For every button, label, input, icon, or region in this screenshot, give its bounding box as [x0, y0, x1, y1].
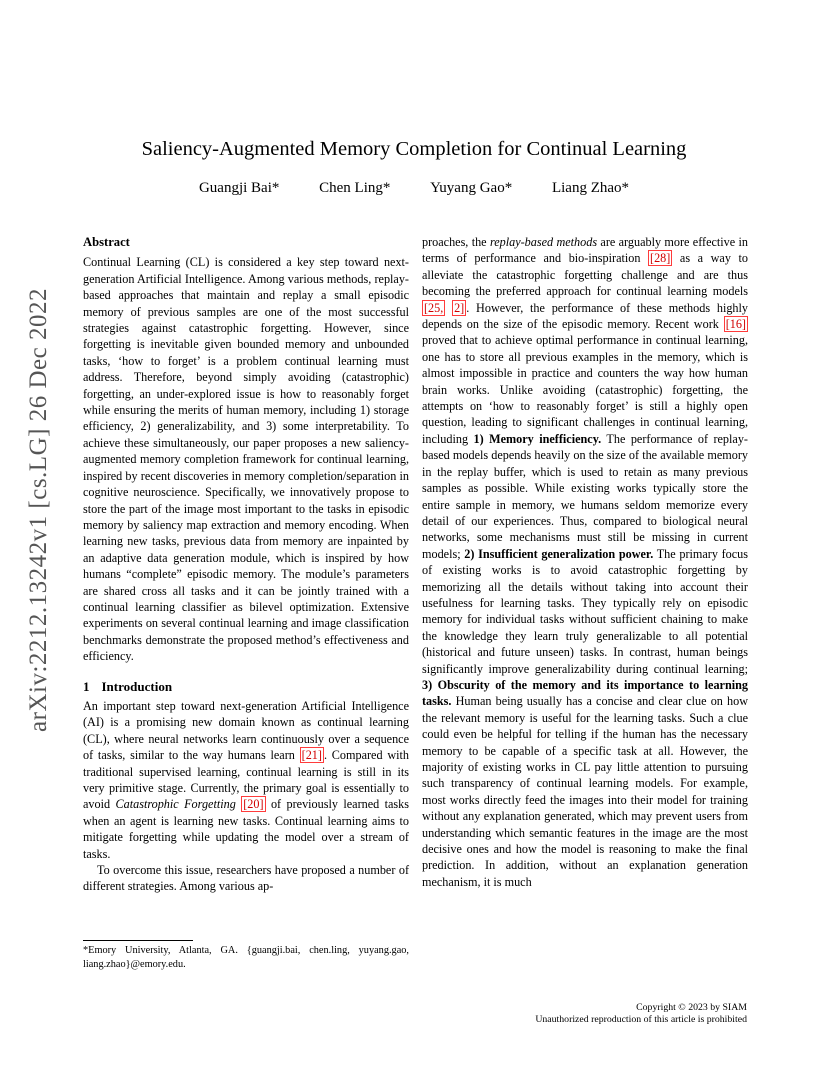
author-name: Chen Ling*	[319, 180, 391, 196]
paper-title: Saliency-Augmented Memory Completion for Continual Learning	[141, 138, 687, 160]
text-run: proved that to achieve optimal performance in continual learning, one has to store all previous examples in the memory, which is almost impossible in practice and counters the way how human brain works. Unlike avoiding (catastrophic) forgetting, the attempts on ‘how to reasonably forget’ is still a highly open question, leading to significant challenges in continual learning, including	[422, 333, 748, 446]
text-run: Human being usually has a concise and clear clue on how the relevant memory is useful for the learning tasks. Such a clue could even be helpful for telling if the human has the necessary memory to be capable of a specific task at all. However, the majority of existing works in CL pay little attention to pursuing such transparency of continual learning models. For example, most works directly feed the images into their model for training without any explanation generated, which may prevent users from understanding which semantic features in the image are the most decisive ones and how the model is reasoning to make the final prediction. In addition, without an explanation generation mechanism, it is much	[422, 694, 748, 889]
section-title: Introduction	[101, 678, 173, 694]
text-run: are arguably more effective in terms of performance and bio-inspiration	[422, 235, 749, 266]
citation-link[interactable]: [25,	[424, 300, 444, 315]
bold-text: 2) Insufficient generalization power.	[464, 546, 654, 561]
text-run: as a way to alleviate the catastrophic forgetting challenge and are thus becoming the preferred approach for continual learning models	[422, 251, 748, 299]
text-run: The performance of replay-based models depends heavily on the size of the available memory in the replay buffer, which is used to retain as many previous samples as possible. While existing works typically store the entire sample in memory, we humans seldom memorize every detail of our experiences. Thus, compared to biological neural networks, some mechanisms must still be missing in current models;	[422, 431, 748, 561]
right-column	[422, 234, 748, 890]
copyright-line: Unauthorized reproduction of this article is prohibited	[535, 1014, 747, 1025]
arxiv-identifier	[24, 250, 54, 770]
abstract-heading: Abstract	[83, 235, 130, 249]
footnote-rule	[83, 940, 193, 941]
author-name: Guangji Bai*	[198, 180, 280, 196]
arxiv-id-text: arXiv:2212.13242v1 [cs.LG] 26 Dec 2022	[25, 288, 52, 732]
author-name: Liang Zhao*	[551, 180, 630, 196]
intro-paragraph-1	[83, 698, 409, 862]
author-name: Yuyang Gao*	[430, 180, 513, 196]
bold-text: 1) Memory inefficiency.	[473, 431, 602, 446]
copyright-line: Copyright © 2023 by SIAM	[636, 1002, 747, 1013]
abstract-text: Continual Learning (CL) is considered a key step toward next-generation Artificial Intelligence. Among various methods, replay-based approaches that maintain and replay a small episodic memory of previous samples are one of the most successful strategies against catastrophic forgetting. However, since forgetting is inevitable given bounded memory and unbounded tasks, ‘how to forget’ is a problem continual learning must address. Therefore, beyond simply avoiding (catastrophic) forgetting, an under-explored issue is how to reasonably forget while ensuring the merits of human memory, including 1) storage efficiency, 2) generalizability, and 3) some interpretability. To achieve these simultaneously, our paper proposes a new saliency-augmented memory completion framework for continual learning, inspired by recent discoveries in memory completion/separation in cognitive neuroscience. Specifically, we innovatively propose to store the part of the image most important to the tasks in episodic memory by saliency map extraction and memory encoding. When learning new tasks, previous data from memory are inpainted by an adaptive data generation module, which is inspired by how humans “complete” episodic memory. The module’s parameters are shared cross all tasks and it can be jointly trained with a continual learning classifier as bilevel optimization. Extensive experiments on several continual learning and image classification benchmarks demonstrate the proposed method’s effectiveness and efficiency.	[83, 255, 409, 664]
footnote	[83, 940, 409, 971]
author-list	[0, 180, 828, 197]
citation-link[interactable]: [16]	[725, 317, 746, 332]
text-run: An important step toward next-generation Artificial Intelligence (AI) is a promising new domain known as continual learning (CL), where neural networks learn continuously over a sequence of tasks, similar to the way humans learn	[83, 698, 409, 763]
copyright-notice	[347, 1002, 747, 1026]
text-run: proaches, the	[422, 235, 490, 249]
bold-text: 3) Obscurity of the memory and its importance to learning tasks.	[422, 677, 748, 709]
right-paragraph	[422, 234, 748, 890]
section-number: 1	[83, 678, 90, 694]
citation-link[interactable]: [21]	[301, 748, 322, 763]
text-run: . However, the performance of these methods highly depends on the size of the episodic memory. Recent work	[422, 300, 748, 332]
text-run: . Compared with traditional supervised learning, continual learning is still in its very primitive stage. Currently, the primary goal is essentially to avoid	[83, 748, 410, 812]
text-run: The primary focus of existing works is to avoid catastrophic forgetting by memorizing all the details without taking into account their usefulness for learning tasks. They typically rely on episodic memory for individual tasks without sufficient chaining to make the knowledge they learn truly generalizable to all potential (historical and future unseen) tasks. In contrast, human beings significantly improve generalizability during continual learning;	[422, 546, 749, 676]
citation-link[interactable]: 2]	[454, 300, 465, 315]
emphasis-text: replay-based methods	[489, 235, 598, 249]
intro-paragraph-2: To overcome this issue, researchers have proposed a number of different strategies. Among various ap-	[83, 863, 409, 894]
citation-link[interactable]: [20]	[243, 797, 264, 812]
emphasis-text: Catastrophic Forgetting	[115, 797, 236, 812]
left-column	[83, 234, 409, 895]
section-heading	[83, 679, 409, 695]
citation-link[interactable]: [28]	[650, 251, 671, 266]
text-run: of previously learned tasks when an agent is learning new tasks. Continual learning aims to mitigate forgetting while updating the model over a stream of tasks.	[83, 797, 410, 861]
footnote-text: *Emory University, Atlanta, GA. {guangji.bai, chen.ling, yuyang.gao, liang.zhao}@emory.edu.	[83, 945, 409, 970]
